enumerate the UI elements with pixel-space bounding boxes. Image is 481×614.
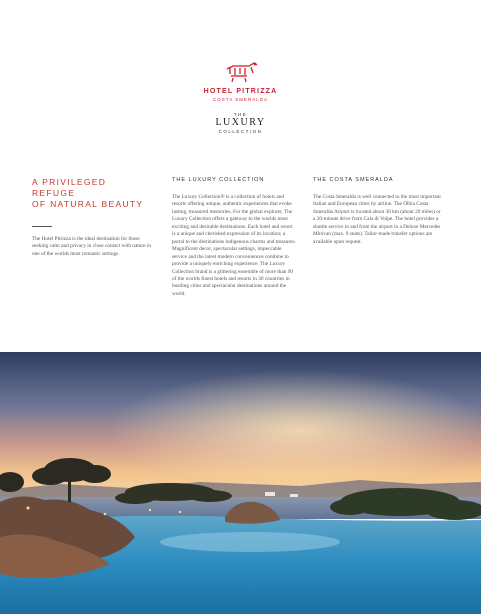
luxury-collection-title: THE LUXURY COLLECTION — [172, 177, 265, 183]
luxury-collection-column — [172, 177, 297, 298]
intro-headline — [32, 177, 152, 210]
divider — [32, 226, 52, 227]
collection-logo-luxury: LUXURY — [215, 117, 266, 128]
sardinian-horse-emblem-icon — [221, 58, 261, 84]
sunset-pool-photo — [0, 352, 481, 614]
hotel-name: HOTEL PITRIZZA — [203, 88, 278, 95]
intro-column — [32, 177, 152, 258]
costa-smeralda-title: THE COSTA SMERALDA — [313, 177, 394, 183]
costa-smeralda-body: The Costa Smeralda is well connected to the most important Italian and European cities by airline. The Olbia Costa Smeralda Airport is located about 30 km (about 20 miles) or a 30-minute drive from Cala di Volpe. The hotel provides a shuttle service to and from the airport in a Deluxe Mercedes Minivan (max. 9 seats). Tailor-made transfer options are available upon request. — [313, 194, 441, 245]
collection-logo-the: THE — [233, 112, 248, 117]
costa-smeralda-column — [313, 177, 443, 246]
collection-logo-collection: COLLECTION — [218, 129, 263, 134]
intro-headline-line2: OF NATURAL BEAUTY — [32, 199, 144, 209]
intro-body: The Hotel Pitrizza is the ideal destination for those seeking calm and privacy in close contact with nature in one of the worlds most romantic settings. — [32, 236, 151, 257]
sunset-landscape-image — [0, 352, 481, 614]
luxury-collection-body: The Luxury Collection® is a collection of hotels and resorts offering unique, authentic experiences that evoke lasting, treasured memories. For the global explorer, The Luxury Collection offers a gateway to the worlds most exciting and desirable destinations. Each hotel and resort is a unique and cherished expression of its location; a portal to the destinations indigenous charms and treasures. Magnificent decor, spectacular settings, impeccable service and the latest modern conveniences combine to provide a uniquely enriching experience. The Luxury Collection brand is a glittering ensemble of more than 90 of the worlds finest hotels and resorts in 30 countries in bustling cities and spectacular destinations around the world. — [172, 194, 296, 297]
hotel-logo — [0, 58, 481, 134]
hotel-location: COSTA SMERALDA — [213, 97, 268, 102]
intro-headline-line1: A PRIVILEGED REFUGE — [32, 177, 107, 198]
